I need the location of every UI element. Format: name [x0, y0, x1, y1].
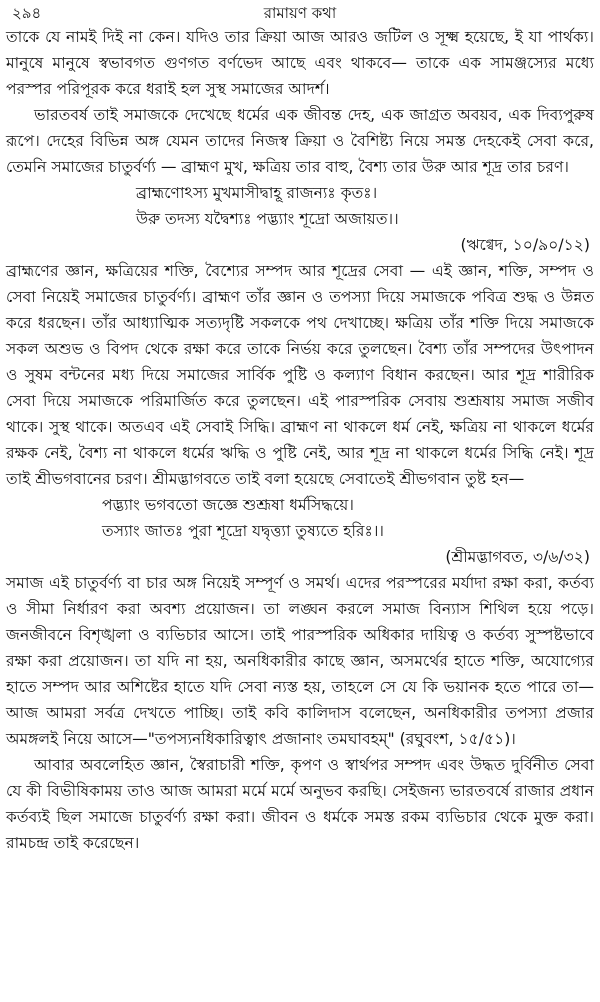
rigveda-citation: (ঋগ্বেদ, ১০/৯০/১২) — [460, 236, 590, 254]
bhagavata-citation: (শ্রীমদ্ভাগবত, ৩/৬/৩২) — [445, 548, 590, 566]
bhagavata-verse-line-2: তস্যাং জাতঃ পুরা শূদ্রো যদ্বৃত্ত্যা তুষ্যতে হরিঃ।। — [102, 522, 384, 540]
paragraph-5: আবার অবলেহিত জ্ঞান, স্বৈরাচারী শক্তি, কৃপণ ও স্বার্থপর সম্পদ এবং উদ্ধত দুর্বিনীত সেবা যে কী বিভীষিকাময় তাও আজ আমরা মর্মে মর্মে অনুভব করছি। সেইজন্য ভারতবর্ষে রাজার প্রধান কর্তব্যই ছিল সমাজে চাতুর্বর্ণ্য রক্ষা করা। জীবন ও ধর্মকে সমস্ত রকম ব্যভিচার থেকে মুক্ত করা। রামচন্দ্র তাই করেছেন। — [6, 756, 594, 852]
paragraph-4: সমাজ এই চাতুর্বর্ণ্য বা চার অঙ্গ নিয়েই সম্পূর্ণ ও সমর্থ। এদের পরস্পরের মর্যাদা রক্ষা করা, কর্তব্য ও সীমা নির্ধারণ করা অবশ্য প্রয়োজন। তা লঙ্ঘন করলে সমাজ বিন্যাস শিথিল হয়ে পড়ে। জনজীবনে বিশৃঙ্খলা ও ব্যভিচার আসে। তাই পারস্পরিক অধিকার দায়িত্ব ও কর্তব্য সুস্পষ্টভাবে রক্ষা করা প্রয়োজন। তা যদি না হয়, অনধিকারীর কাছে জ্ঞান, অসমর্থের হাতে শক্তি, অযোগ্যের হাতে সম্পদ আর অশিষ্টের হাতে যদি সেবা ন্যস্ত হয়, তাহলে সে যে কি ভয়ানক হতে পারে তা—আজ আমরা সর্বত্র দেখতে পাচ্ছি। তাই কবি কালিদাস বলেছেন, অনধিকারীর তপস্যা প্রজার অমঙ্গলই নিয়ে আসে—"তপস্যনধিকারিত্বাৎ প্রজানাং তমঘাবহম্" (রঘুবংশ, ১৫/৫১)। — [6, 574, 594, 748]
rigveda-verse-line-1: ব্রাহ্মণোঽস্য মুখমাসীদ্বাহূ রাজন্যঃ কৃতঃ। — [136, 184, 378, 202]
paragraph-2: ভারতবর্ষ তাই সমাজকে দেখেছে ধর্মের এক জীবন্ত দেহ, এক জাগ্রত অবয়ব, এক দিব্যপুরুষ রূপে। দেহের বিভিন্ন অঙ্গ যেমন তাদের নিজস্ব ক্রিয়া ও বৈশিষ্ট্য নিয়ে সমস্ত দেহকেই সেবা করে, তেমনি সমাজের চাতুর্বর্ণ্য — ব্রাহ্মণ মুখ, ক্ষত্রিয় তার বাহু, বৈশ্য তার উরু আর শূদ্র তার চরণ। — [6, 106, 594, 176]
paragraph-1: তাকে যে নামই দিই না কেন। যদিও তার ক্রিয়া আজ আরও জটিল ও সূক্ষ্ম হয়েছে, ই যা পার্থক্য। মানুষে মানুষে স্বভাবগত গুণগত বর্ণভেদ আছে এবং থাকবে— তাকে এক সামঞ্জস্যের মধ্যে পরস্পর পরিপূরক করে ধরাই হল সুস্থ সমাজের আদর্শ। — [6, 28, 594, 98]
paragraph-3: ব্রাহ্মণের জ্ঞান, ক্ষত্রিয়ের শক্তি, বৈশ্যের সম্পদ আর শূদ্রের সেবা — এই জ্ঞান, শক্তি, সম্পদ ও সেবা নিয়েই সমাজের চাতুর্বর্ণ্য। ব্রাহ্মণ তাঁর জ্ঞান ও তপস্যা দিয়ে সমাজকে পবিত্র শুদ্ধ ও উন্নত করে ধরছেন। তাঁর আধ্যাত্মিক সত্যদৃষ্টি সকলকে পথ দেখাচ্ছে। ক্ষত্রিয় তাঁর শক্তি দিয়ে সমাজকে সকল অশুভ ও বিপদ থেকে রক্ষা করে তাকে নির্ভয় করে তুলছেন। বৈশ্য তাঁর সম্পদের উৎপাদন ও সুষম বন্টনের মধ্য দিয়ে সমাজের সার্বিক পুষ্টি ও কল্যাণ বিধান করছেন। আর শূদ্র শারীরিক সেবা দিয়ে সমাজকে পরিমার্জিত করে তুলছেন। এই পারস্পরিক সেবায় শুশ্রূষায় সমাজ সজীব থাকে। সুস্থ থাকে। অতএব এই সেবাই সিদ্ধি। ব্রাহ্মণ না থাকলে ধর্ম নেই, ক্ষত্রিয় না থাকলে ধর্মের রক্ষক নেই, বৈশ্য না থাকলে ধর্মের ঋদ্ধি ও পুষ্টি নেই, আর শূদ্র না থাকলে ধর্মের সিদ্ধি নেই। শূদ্র তাই শ্রীভগবানের চরণ। শ্রীমদ্ভাগবতে তাই বলা হয়েছে সেবাতেই শ্রীভগবান তুষ্ট হন— — [6, 262, 594, 488]
page-header — [6, 2, 594, 24]
rigveda-verse-line-2: উরু তদস্য যদ্বৈশ্যঃ পদ্ভ্যাং শূদ্রো অজায়ত।। — [136, 210, 399, 228]
running-title: রামায়ণ কথা — [263, 4, 337, 22]
page-number: ২৯৪ — [12, 4, 42, 22]
bhagavata-verse-line-1: পদ্ভ্যাং ভগবতো জজ্ঞে শুশ্রূষা ধর্মসিদ্ধয়ে। — [102, 496, 354, 514]
